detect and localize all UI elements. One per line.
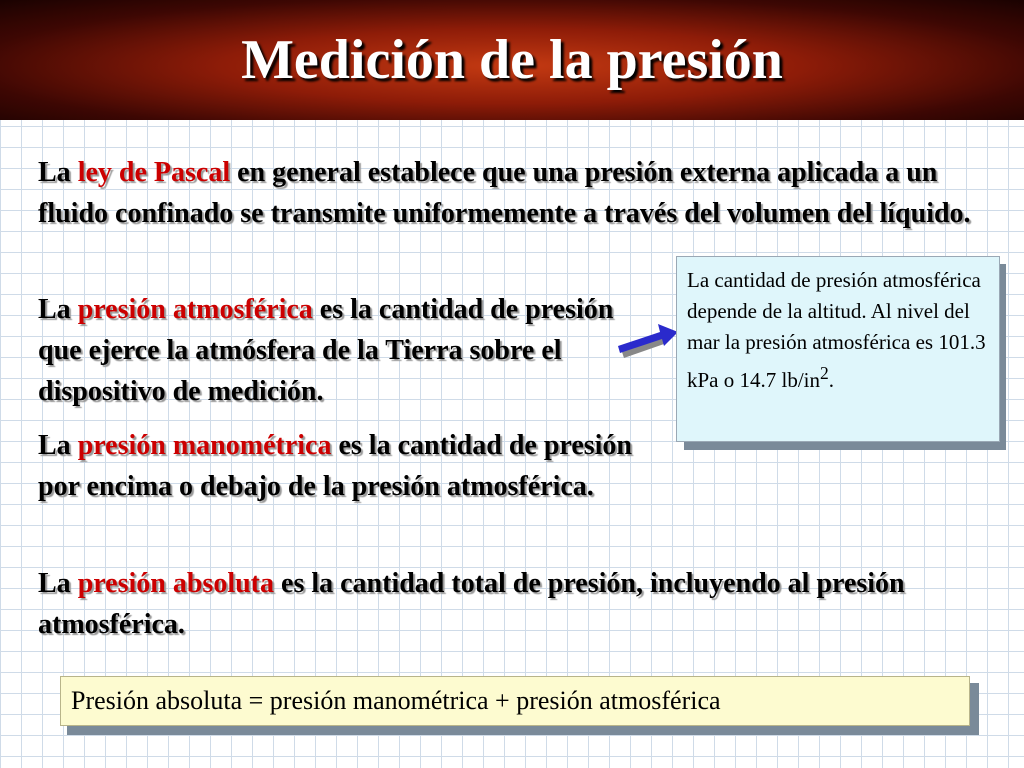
slide-title: Medición de la presión <box>241 29 783 91</box>
term-gauge-pressure: presión manométrica <box>77 430 332 461</box>
paragraph-prefix: La <box>38 568 78 599</box>
altitude-note-box <box>676 256 1000 442</box>
note-superscript: 2 <box>820 363 829 383</box>
term-absolute-pressure: presión absoluta <box>77 568 275 599</box>
arrow-right-icon <box>616 318 680 358</box>
paragraph-pascal-law <box>38 152 978 234</box>
paragraph-prefix: La <box>38 294 78 325</box>
paragraph-body: es la cantidad de presión por encima o debajo de la presión atmosférica. <box>38 430 632 502</box>
absolute-pressure-formula: Presión absoluta = presión manométrica + presión atmosférica <box>60 676 970 726</box>
note-text: La cantidad de presión atmosférica depende de la altitud. Al nivel del mar la presión atmosférica es 101.3 kPa o 14.7 lb/in <box>687 268 986 392</box>
paragraph-body: es la cantidad de presión que ejerce la atmósfera de la Tierra sobre el dispositivo de medición. <box>38 294 614 407</box>
paragraph-absolute-pressure <box>38 563 978 645</box>
paragraph-gauge-pressure <box>38 425 678 507</box>
term-pascal-law: ley de Pascal <box>77 157 231 188</box>
note-end: . <box>828 368 835 392</box>
paragraph-atmospheric-pressure <box>38 289 628 412</box>
paragraph-prefix: La <box>38 430 78 461</box>
paragraph-body: es la cantidad total de presión, incluyendo al presión atmosférica. <box>38 568 905 640</box>
paragraph-prefix: La <box>38 157 78 188</box>
term-atmospheric-pressure: presión atmosférica <box>77 294 313 325</box>
title-banner <box>0 0 1024 120</box>
paragraph-body: en general establece que una presión externa aplicada a un fluido confinado se transmite uniformemente a través del volumen del líquido. <box>38 157 971 229</box>
